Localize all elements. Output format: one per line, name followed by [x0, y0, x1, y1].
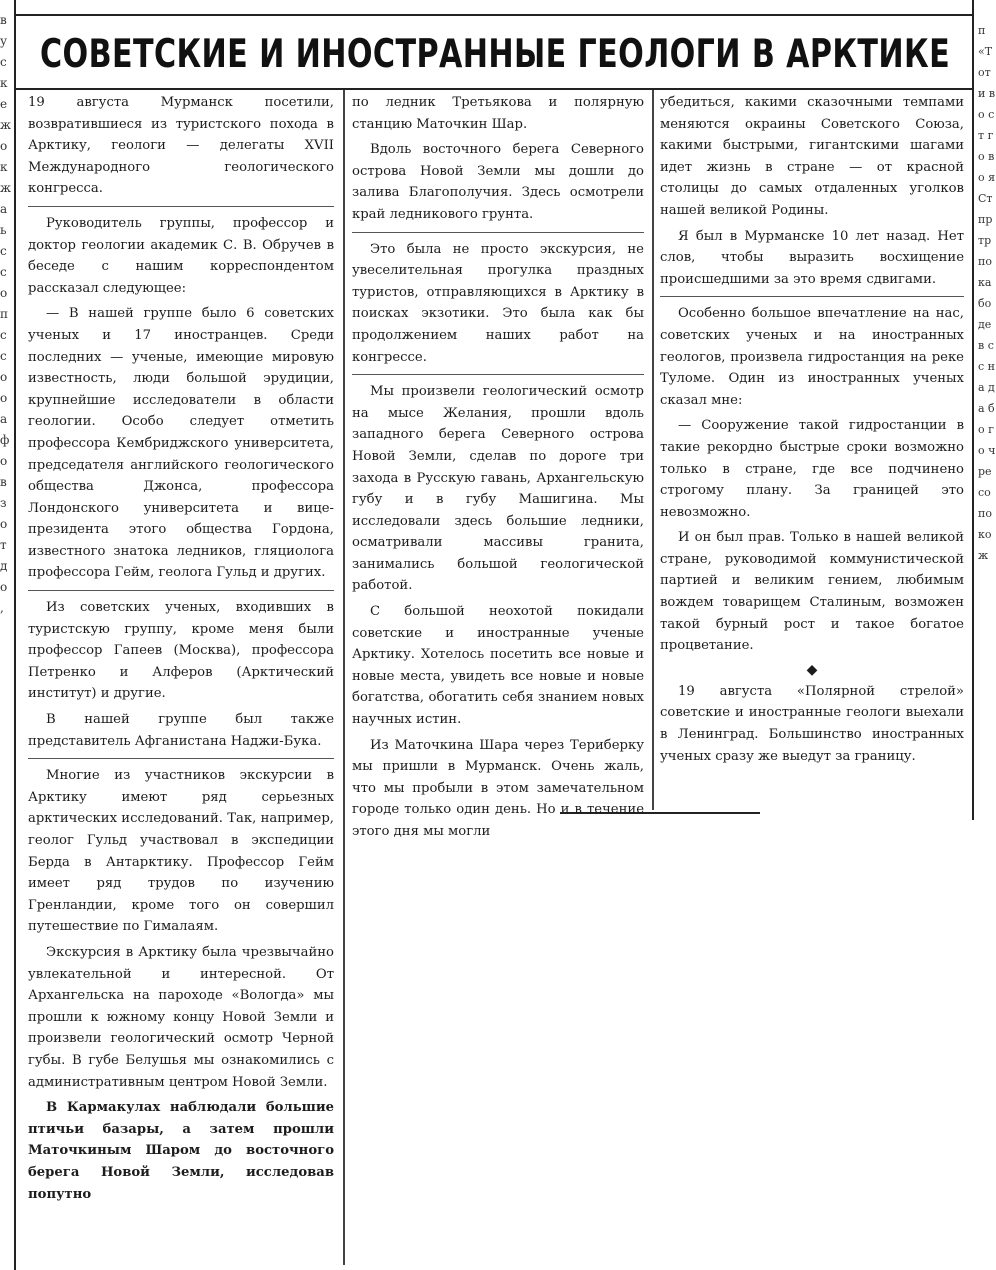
right-edge-fragments: п «Т от и во ст го во я Ст пр тр по ка бо де в сс на да бо го ч ре со по ко ж	[978, 24, 996, 562]
separator	[28, 590, 334, 591]
paragraph: по ледник Третьякова и полярную станцию Маточкин Шар.	[352, 95, 644, 132]
article-column-1	[28, 92, 334, 1267]
left-column-rule	[14, 0, 16, 1270]
article-column-2	[352, 92, 644, 839]
paragraph: Я был в Мурманске 10 лет назад. Нет слов, чтобы выразить восхищение происшедшими за это время сдвигами.	[660, 228, 964, 287]
paragraph: Из Маточкина Шара через Териберку мы пришли в Мурманск. Очень жаль, что мы пробыли в этом замечательном городе только один день. Но и в течение этого дня мы могли	[352, 737, 644, 839]
paragraph: убедиться, какими сказочными темпами меняются окраины Советского Союза, какими быстрыми, гигантскими шагами идет жизнь в стране — от красной столицы до самых отдаленных уголков нашей великой Родины.	[660, 95, 964, 218]
column-rule-1	[343, 90, 345, 1265]
top-rule	[16, 14, 972, 16]
separator	[28, 206, 334, 207]
paragraph: Экскурсия в Арктику была чрезвычайно увлекательной и интересной. От Архангельска на пароходе «Вологда» мы прошли к южному концу Новой Земли и произвели геологический осмотр Черной губы. В губе Белушья мы ознакомились с административным центром Новой Земли.	[28, 944, 334, 1090]
separator	[28, 758, 334, 759]
separator	[352, 232, 644, 233]
paragraph: Мы произвели геологический осмотр на мысе Желания, прошли вдоль западного берега Северного острова Новой Земли, сделав по дороге три захода в Русскую гавань, Архангельскую губу и в губу Машигина. Мы исследовали здесь большие ледники, осматривали массивы гранита, занимались большой геологической работой.	[352, 384, 644, 594]
paragraph: В нашей группе был также представитель Афганистана Наджи-Бука.	[28, 712, 334, 749]
paragraph: В Кармакулах наблюдали большие птичьи базары, а затем прошли Маточкиным Шаром до восточного берега Новой Земли, исследовав попутно	[28, 1100, 334, 1202]
column-rule-2	[652, 90, 654, 810]
diamond-ornament-icon: ◆	[806, 661, 818, 678]
news-brief: 19 августа «Полярной стрелой» советские и иностранные геологи выехали в Ленинград. Большинство иностранных ученых сразу же выедут за границу.	[660, 683, 964, 764]
paragraph: Из советских ученых, входивших в туристскую группу, кроме меня были профессор Гапеев (Москва), профессора Петренко и Алферов (Арктический институт) и другие.	[28, 600, 334, 702]
paragraph: 19 августа Мурманск посетили, возвратившиеся из туристского похода в Арктику, геологи — делегаты XVII Международного геологического конгресса.	[28, 95, 334, 197]
paragraph: Вдоль восточного берега Северного острова Новой Земли мы дошли до залива Благополучия. Здесь осмотрели край ледникового грунта.	[352, 142, 644, 222]
paragraph: С большой неохотой покидали советские и иностранные ученые Арктику. Хотелось посетить все новые и новые места, увидеть все новые и новые богатства, обогатить себя знанием новых научных истин.	[352, 604, 644, 728]
paragraph: Руководитель группы, профессор и доктор геологии академик С. В. Обручев в беседе с нашим корреспондентом рассказал следующее:	[28, 215, 334, 296]
article-column-3	[660, 92, 964, 807]
paragraph: Особенно большое впечатление на нас, советских ученых и на иностранных геологов, произвела гидростанция на реке Туломе. Один из иностранных ученых сказал мне:	[660, 306, 964, 408]
separator	[660, 296, 964, 297]
headline: СОВЕТСКИЕ И ИНОСТРАННЫЕ ГЕОЛОГИ В АРКТИКЕ	[40, 32, 951, 77]
paragraph: — Сооружение такой гидростанции в такие рекордно быстрые сроки возможно только в стране, где все подчинено строгому плану. За границей это невозможно.	[660, 418, 964, 520]
paragraph: — В нашей группе было 6 советских ученых и 17 иностранцев. Среди последних — ученые, имеющие мировую известность, люди большой эрудиции, крупнейшие исследователи в области геологии. Особо следует отметить профессора Кембриджского университета, председателя английского геологического общества Джонса, профессора Лондонского университета и вице-президента этого общества Гордона, известного знатока ледников, гляциолога профессора Гейм, геолога Гульд и других.	[28, 306, 334, 581]
paragraph: И он был прав. Только в нашей великой стране, руководимой коммунистической партией и великим гением, любимым вождем товарищем Сталиным, возможен такой бурный рост и такое богатое процветание.	[660, 530, 964, 654]
paragraph: Это была не просто экскурсия, не увеселительная прогулка праздных туристов, отправляющихся в Арктику в поисках экзотики. Это была как бы продолжением наших работ на конгрессе.	[352, 241, 644, 365]
headline-underline	[16, 88, 972, 90]
separator	[352, 374, 644, 375]
paragraph: Многие из участников экскурсии в Арктику имеют ряд серьезных арктических исследований. Так, например, геолог Гульд участвовал в экспедиции Берда в Антарктику. Профессор Гейм имеет ряд трудов по изучению Гренландии, кроме того он совершил путешествие по Гималаям.	[28, 768, 334, 935]
left-edge-fragments: в у с к е ж о к ж а ь с с о п с с о о а ф о в з о т д о ,	[0, 13, 12, 615]
right-column-rule	[972, 0, 974, 820]
